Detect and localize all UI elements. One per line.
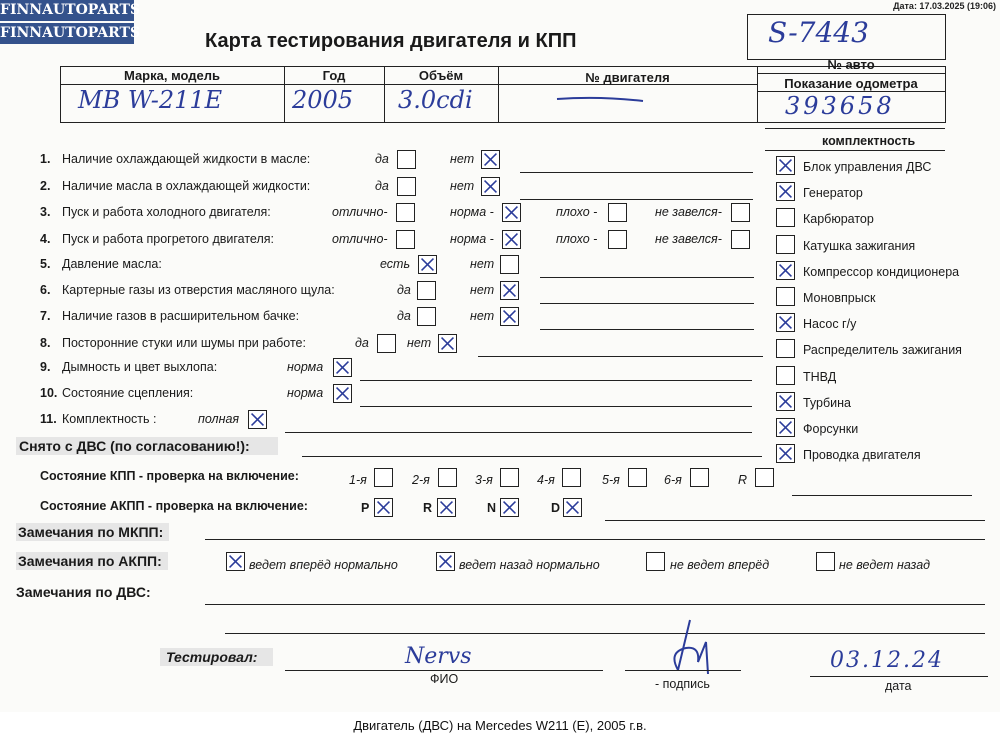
- check-8-checkbox[interactable]: [438, 334, 457, 353]
- kit-checkbox[interactable]: [776, 392, 795, 411]
- option-label: да: [355, 336, 369, 350]
- option-label: нет: [407, 336, 432, 350]
- stock-number: S-7443: [768, 16, 869, 49]
- manual-gearbox-label: Состояние КПП - проверка на включение:: [40, 469, 299, 483]
- date-stamp: Дата: 17.03.2025 (19:06): [893, 1, 996, 11]
- manual-gear-checkbox[interactable]: [755, 468, 774, 487]
- option-label: да: [375, 179, 389, 193]
- gear-label: N: [487, 501, 497, 515]
- auto-drive-checkbox[interactable]: [646, 552, 665, 571]
- volume-label: Объём: [418, 68, 464, 83]
- kit-checkbox[interactable]: [776, 287, 795, 306]
- form-title: Карта тестирования двигателя и КПП: [205, 30, 577, 52]
- gear-label: 1-я: [349, 473, 367, 487]
- option-label: да: [397, 283, 411, 297]
- option-label: отлично-: [332, 232, 388, 246]
- auto-gear-checkbox[interactable]: [374, 498, 393, 517]
- check-8-checkbox[interactable]: [377, 334, 396, 353]
- check-1-checkbox[interactable]: [397, 150, 416, 169]
- check-label: Состояние сцепления:: [62, 386, 194, 400]
- option-label: плохо -: [556, 232, 598, 246]
- tester-name: Nervs: [405, 644, 472, 669]
- check-label: Посторонние стуки или шумы при работе:: [62, 336, 306, 350]
- check-5-checkbox[interactable]: [500, 255, 519, 274]
- auto-drive-label: ведет вперёд нормально: [249, 558, 398, 572]
- answer-line: [520, 199, 753, 200]
- remarks-manual-label: Замечания по МКПП:: [16, 523, 169, 541]
- check-4-checkbox[interactable]: [608, 230, 627, 249]
- answer-line: [360, 380, 752, 381]
- check-number: 11.: [40, 412, 57, 426]
- answer-line: [478, 356, 763, 357]
- check-label: Наличие газов в расширительном бачке:: [62, 309, 300, 323]
- kit-title: комплектность: [822, 134, 916, 148]
- gear-label: R: [738, 473, 748, 487]
- check-number: 3.: [40, 205, 51, 219]
- check-5-checkbox[interactable]: [418, 255, 437, 274]
- option-label: не завелся-: [655, 232, 722, 246]
- check-4-checkbox[interactable]: [502, 230, 521, 249]
- option-label: норма -: [450, 205, 494, 219]
- check-7-checkbox[interactable]: [417, 307, 436, 326]
- check-3-checkbox[interactable]: [396, 203, 415, 222]
- check-3-checkbox[interactable]: [731, 203, 750, 222]
- gear-label: 6-я: [664, 473, 682, 487]
- kit-checkbox[interactable]: [776, 339, 795, 358]
- option-label: нет: [470, 257, 495, 271]
- remarks-engine-label: Замечания по ДВС:: [16, 584, 151, 600]
- gear-label: D: [551, 501, 561, 515]
- site-logo[interactable]: FINNAUTOPARTS: [0, 0, 134, 21]
- engine-no-label: № двигателя: [585, 70, 670, 85]
- kit-checkbox[interactable]: [776, 313, 795, 332]
- gear-label: 4-я: [537, 473, 555, 487]
- answer-line: [360, 406, 752, 407]
- check-9-checkbox[interactable]: [333, 358, 352, 377]
- check-6-checkbox[interactable]: [500, 281, 519, 300]
- check-number: 1.: [40, 152, 51, 166]
- gear-label: 2-я: [412, 473, 430, 487]
- check-number: 7.: [40, 309, 51, 323]
- option-label: норма: [287, 386, 324, 400]
- gear-label: 3-я: [475, 473, 493, 487]
- gear-label: 5-я: [602, 473, 620, 487]
- check-number: 2.: [40, 179, 51, 193]
- check-label: Наличие масла в охлаждающей жидкости:: [62, 179, 311, 193]
- manual-gear-checkbox[interactable]: [500, 468, 519, 487]
- option-label: не завелся-: [655, 205, 722, 219]
- check-number: 9.: [40, 360, 51, 374]
- check-label: Пуск и работа холодного двигателя:: [62, 205, 271, 219]
- answer-line: [540, 329, 754, 330]
- kit-item-label: Катушка зажигания: [803, 238, 916, 253]
- date-label: дата: [885, 679, 912, 693]
- option-label: нет: [470, 309, 495, 323]
- option-label: плохо -: [556, 205, 598, 219]
- check-11-checkbox[interactable]: [248, 410, 267, 429]
- manual-gear-checkbox[interactable]: [690, 468, 709, 487]
- check-10-checkbox[interactable]: [333, 384, 352, 403]
- kit-item-label: ТНВД: [803, 369, 837, 384]
- check-4-checkbox[interactable]: [731, 230, 750, 249]
- answer-line: [540, 303, 754, 304]
- check-3-checkbox[interactable]: [608, 203, 627, 222]
- check-number: 8.: [40, 336, 51, 350]
- check-1-checkbox[interactable]: [481, 150, 500, 169]
- removed-label: Снято с ДВС (по согласованию!):: [16, 437, 278, 455]
- kit-item-label: Генератор: [803, 186, 863, 201]
- year-label: Год: [322, 68, 346, 83]
- option-label: полная: [198, 412, 240, 426]
- make-value: MB W-211E: [78, 86, 223, 114]
- kit-checkbox[interactable]: [776, 156, 795, 175]
- date-value: 03.12.24: [830, 648, 944, 673]
- odometer-value: 393658: [785, 92, 895, 120]
- kit-item-label: Форсунки: [803, 422, 859, 436]
- signature: [660, 612, 730, 682]
- car-no-label: № авто: [827, 57, 875, 72]
- auto-gear-checkbox[interactable]: [437, 498, 456, 517]
- check-number: 10.: [40, 386, 58, 400]
- kit-item-label: Блок управления ДВС: [803, 160, 932, 174]
- answer-line: [540, 277, 754, 278]
- option-label: есть: [380, 257, 411, 271]
- answer-line: [285, 432, 752, 433]
- check-3-checkbox[interactable]: [502, 203, 521, 222]
- check-4-checkbox[interactable]: [396, 230, 415, 249]
- auto-drive-checkbox[interactable]: [436, 552, 455, 571]
- kit-checkbox[interactable]: [776, 182, 795, 201]
- kit-item-label: Турбина: [803, 395, 851, 410]
- kit-item-label: Насос г/у: [803, 317, 857, 332]
- remarks-auto-label: Замечания по АКПП:: [16, 552, 168, 570]
- manual-gear-checkbox[interactable]: [374, 468, 393, 487]
- sign-label: - подпись: [655, 677, 710, 691]
- kit-checkbox[interactable]: [776, 208, 795, 227]
- manual-gear-checkbox[interactable]: [628, 468, 647, 487]
- auto-gearbox-label: Состояние АКПП - проверка на включение:: [40, 499, 308, 513]
- auto-gear-checkbox[interactable]: [500, 498, 519, 517]
- check-label: Пуск и работа прогретого двигателя:: [62, 232, 274, 246]
- image-caption: Двигатель (ДВС) на Mercedes W211 (E), 2005 г.в.: [353, 718, 647, 733]
- manual-gear-checkbox[interactable]: [562, 468, 581, 487]
- auto-drive-label: не ведет вперёд: [670, 558, 770, 572]
- kit-checkbox[interactable]: [776, 418, 795, 437]
- kit-checkbox[interactable]: [776, 444, 795, 463]
- option-label: да: [397, 309, 411, 323]
- volume-value: 3.0cdi: [398, 86, 473, 114]
- check-label: Картерные газы из отверстия масляного щула:: [62, 283, 335, 297]
- site-logo-2[interactable]: FINNAUTOPARTS: [0, 23, 134, 44]
- option-label: нет: [450, 179, 475, 193]
- tested-label: Тестировал:: [160, 648, 273, 666]
- check-2-checkbox[interactable]: [481, 177, 500, 196]
- option-label: норма -: [450, 232, 494, 246]
- gear-label: R: [423, 501, 433, 515]
- kit-item-label: Карбюратор: [803, 212, 874, 227]
- manual-gear-checkbox[interactable]: [438, 468, 457, 487]
- auto-drive-checkbox[interactable]: [816, 552, 835, 571]
- gear-label: P: [361, 501, 370, 515]
- auto-drive-label: ведет назад нормально: [459, 558, 600, 572]
- make-label: Марка, модель: [123, 68, 221, 83]
- auto-gear-checkbox[interactable]: [563, 498, 582, 517]
- check-label: Комплектность :: [62, 412, 157, 426]
- check-label: Наличие охлаждающей жидкости в масле:: [62, 152, 311, 166]
- year-value: 2005: [292, 86, 354, 114]
- answer-line: [520, 172, 753, 173]
- check-6-checkbox[interactable]: [417, 281, 436, 300]
- check-label: Давление масла:: [62, 257, 162, 271]
- check-number: 4.: [40, 232, 51, 246]
- odometer-label: Показание одометра: [784, 76, 918, 91]
- option-label: нет: [470, 283, 495, 297]
- kit-item-label: Проводка двигателя: [803, 448, 921, 463]
- kit-checkbox[interactable]: [776, 366, 795, 385]
- kit-item-label: Распределитель зажигания: [803, 343, 962, 358]
- check-number: 5.: [40, 257, 51, 271]
- kit-item-label: Компрессор кондиционера: [803, 264, 960, 279]
- kit-checkbox[interactable]: [776, 261, 795, 280]
- auto-drive-checkbox[interactable]: [226, 552, 245, 571]
- auto-drive-label: не ведет назад: [839, 558, 931, 572]
- kit-item-label: Моновпрыск: [803, 291, 876, 305]
- fio-label: ФИО: [430, 672, 459, 686]
- check-7-checkbox[interactable]: [500, 307, 519, 326]
- option-label: норма: [287, 360, 324, 374]
- check-number: 6.: [40, 283, 51, 297]
- option-label: да: [375, 152, 389, 166]
- option-label: отлично-: [332, 205, 388, 219]
- check-label: Дымность и цвет выхлопа:: [62, 360, 218, 374]
- kit-checkbox[interactable]: [776, 235, 795, 254]
- engine-no-dash: [555, 92, 645, 106]
- check-2-checkbox[interactable]: [397, 177, 416, 196]
- option-label: нет: [450, 152, 475, 166]
